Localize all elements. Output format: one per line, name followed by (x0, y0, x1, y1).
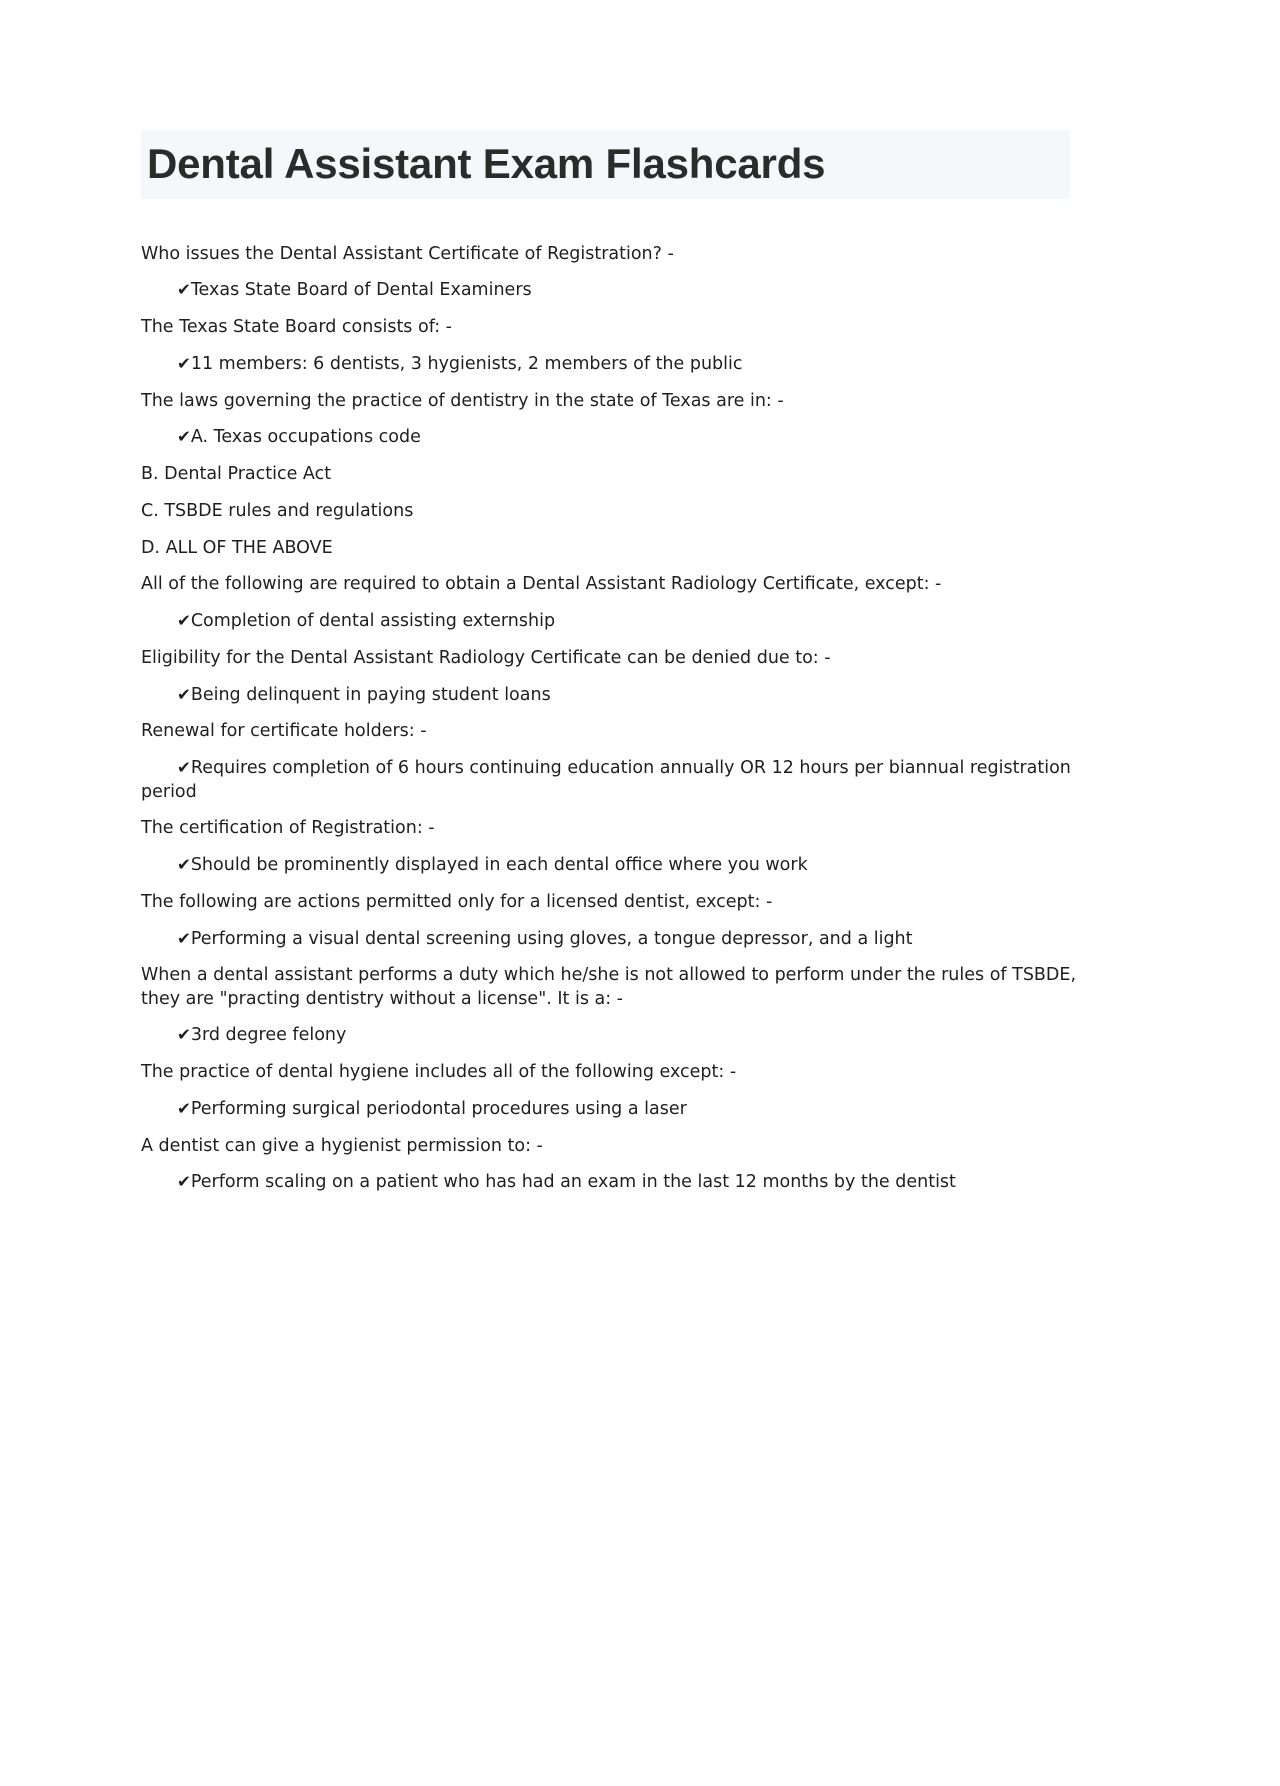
flashcard-question: The certification of Registration: - (141, 818, 435, 839)
page-title: Dental Assistant Exam Flashcards (147, 140, 826, 187)
title-banner (141, 130, 1070, 199)
flashcard-answer (141, 1011, 1115, 1048)
flashcard-answer-text: Performing surgical periodontal procedures using a laser (190, 1098, 687, 1119)
document-page (0, 130, 1280, 1786)
flashcard-answer-text: Being delinquent in paying student loans (190, 684, 551, 705)
flashcard-answer-text: 3rd degree felony (190, 1025, 347, 1046)
check-icon: ✔ (177, 280, 191, 300)
flashcard-list (141, 229, 1115, 1195)
flashcard-answer (141, 339, 1115, 376)
flashcard-question: Who issues the Dental Assistant Certificate of Registration? - (141, 243, 674, 264)
flashcard-question: When a dental assistant performs a duty which he/she is not allowed to perform under the rules of TSBDE, they are "practing dentistry without a license". It is a: - (141, 965, 1077, 1009)
check-icon: ✔ (177, 928, 191, 948)
flashcard-answer-text: Performing a visual dental screening using gloves, a tongue depressor, and a light (190, 928, 913, 949)
check-icon: ✔ (177, 1098, 191, 1118)
flashcard-question: B. Dental Practice Act (141, 464, 332, 485)
check-icon: ✔ (177, 855, 191, 875)
check-icon: ✔ (177, 684, 191, 704)
flashcard-question: All of the following are required to obtain a Dental Assistant Radiology Certificate, except: - (141, 574, 942, 595)
check-icon: ✔ (177, 353, 191, 373)
document-body (141, 199, 1115, 1195)
check-icon: ✔ (177, 611, 191, 631)
flashcard-question: A dentist can give a hygienist permission to: - (141, 1135, 543, 1156)
flashcard-answer-text: Perform scaling on a patient who has had an exam in the last 12 months by the dentist (190, 1172, 956, 1193)
flashcard-answer-text: Should be prominently displayed in each dental office where you work (190, 855, 808, 876)
flashcard-question: The Texas State Board consists of: - (141, 317, 453, 338)
flashcard-answer-text: 11 members: 6 dentists, 3 hygienists, 2 members of the public (190, 353, 743, 374)
flashcard-answer (141, 670, 1115, 707)
flashcard-answer-text: A. Texas occupations code (190, 427, 421, 448)
check-icon: ✔ (177, 758, 191, 778)
flashcard-answer-text: Texas State Board of Dental Examiners (190, 280, 532, 301)
flashcard-answer (141, 266, 1115, 303)
flashcard-answer (141, 841, 1115, 878)
flashcard-answer-text: Requires completion of 6 hours continuing education annually OR 12 hours per biannual registration period (141, 758, 1071, 802)
flashcard-question: The laws governing the practice of dentistry in the state of Texas are in: - (141, 390, 784, 411)
flashcard-answer (141, 1084, 1115, 1121)
flashcard-question: D. ALL OF THE ABOVE (141, 537, 333, 558)
flashcard-answer-text: Completion of dental assisting externship (190, 611, 556, 632)
check-icon: ✔ (177, 1172, 191, 1192)
flashcard-answer (141, 914, 1115, 951)
flashcard-answer (141, 1158, 1115, 1195)
flashcard-answer (141, 597, 1115, 634)
check-icon: ✔ (177, 1025, 191, 1045)
check-icon: ✔ (177, 427, 191, 447)
flashcard-question: The practice of dental hygiene includes all of the following except: - (141, 1062, 737, 1083)
flashcard-question: Eligibility for the Dental Assistant Radiology Certificate can be denied due to: - (141, 647, 831, 668)
flashcard-question: The following are actions permitted only for a licensed dentist, except: - (141, 891, 773, 912)
flashcard-question: C. TSBDE rules and regulations (141, 500, 414, 521)
flashcard-question: Renewal for certificate holders: - (141, 721, 427, 742)
flashcard-answer (141, 413, 1115, 450)
flashcard-answer (141, 744, 1115, 804)
title-spacer (141, 199, 1115, 229)
